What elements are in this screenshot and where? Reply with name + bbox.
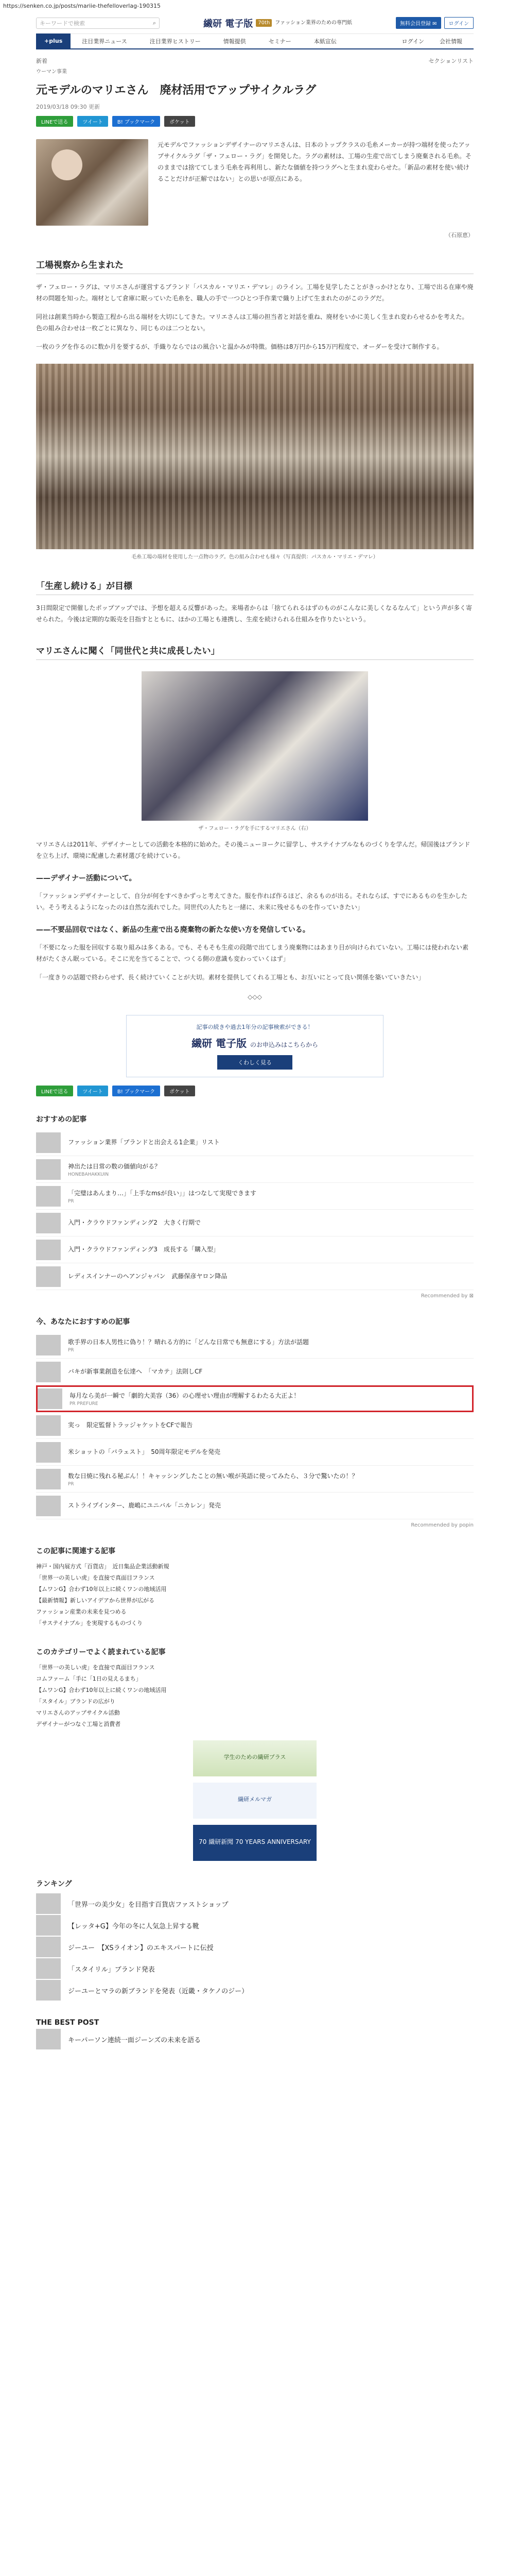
- list-item-title: 入門・クラウドファンディング2 大きく行期で: [68, 1218, 201, 1226]
- list-item-title: 入門・クラウドファンディング3 成長する「購入型」: [68, 1245, 219, 1253]
- related-link[interactable]: 【最新情報】新しいアイデアから世界が広がる: [36, 1597, 155, 1604]
- category-link[interactable]: コムファーム「手に「1日の見えるまち」: [36, 1675, 142, 1682]
- category-link[interactable]: ウーマン事業: [36, 69, 67, 75]
- thumbnail-image: [36, 1213, 61, 1233]
- category-link[interactable]: 「スタイル」ブランドの広がり: [36, 1698, 115, 1705]
- page-container: [36, 12, 474, 2052]
- list-item-title: 「完璧はあんまり…」「上手なmsが良い」」はつなして実現できます: [68, 1189, 256, 1197]
- rug-photo-caption: 毛糸工場の端材を使用した一点物のラグ。色の組み合わせも様々（写真提供：パスカル・マリエ・デマレ）: [131, 554, 378, 560]
- list-item-title: レディスインナーのヘアンジャパン 武藤保彦ヤロン降品: [68, 1272, 228, 1280]
- share-bar-top: [36, 116, 474, 127]
- recommended-title: おすすめの記事: [36, 1115, 87, 1124]
- top-bar: [36, 12, 474, 34]
- account-actions: [396, 17, 474, 29]
- thumbnail-image: [36, 1240, 61, 1260]
- category-link[interactable]: 【ムワンG】合わず10年以上に続くワンの地域活用: [36, 1687, 167, 1693]
- related-link[interactable]: 「世界一の美しい虎」を直接で真面目フランス: [36, 1574, 155, 1581]
- share-pocket-button-bottom[interactable]: ポケット: [164, 1086, 195, 1096]
- list-item[interactable]: [36, 1156, 474, 1183]
- subscription-promo: [126, 1015, 383, 1077]
- list-item[interactable]: [36, 1210, 474, 1236]
- article-date: 2019/03/18 09:30 更新: [36, 104, 100, 110]
- list-item-source: PR: [68, 1481, 74, 1487]
- share-bar-bottom: [36, 1086, 474, 1096]
- article-intro: [36, 139, 474, 226]
- body-paragraph-5: マリエさんは2011年、デザイナーとしての活動を本格的に始めた。その後ニューヨークに留学し、サステイナブルなものづくりを学んだ。帰国後はブランドを立ち上げ、環境に配慮した素材選びを続けている。: [36, 841, 470, 859]
- list-item[interactable]: [36, 1129, 474, 1156]
- share-hatena-button[interactable]: B! ブックマーク: [112, 116, 160, 127]
- ranking-item[interactable]: [36, 1958, 474, 1979]
- thumbnail-image: [36, 2029, 61, 2049]
- list-item-source: PR: [68, 1198, 74, 1204]
- share-twitter-button-bottom[interactable]: ツイート: [77, 1086, 108, 1096]
- ranking-item-title: 「世界一の美少女」を目指す百貨店ファストショップ: [68, 1901, 229, 1909]
- share-line-button-bottom[interactable]: LINEで送る: [36, 1086, 73, 1096]
- ranking-item[interactable]: [36, 1893, 474, 1914]
- list-item[interactable]: [36, 1439, 474, 1466]
- share-pocket-button[interactable]: ポケット: [164, 116, 195, 127]
- list-item-title: ファッション業界「ブランドと出会える1企業」リスト: [68, 1138, 220, 1146]
- category-popular-title: このカテゴリーでよく読まれている記事: [36, 1648, 166, 1656]
- highlighted-list-item[interactable]: [36, 1385, 474, 1412]
- list-item[interactable]: [36, 1359, 474, 1385]
- body-paragraph-7: 「不要になった服を回収する取り組みは多くある。でも、そもそも生産の段階で出てしまう廃棄物にはあまり目が向けられていない。工場には使われない素材がたくさん眠っている。そこに光を当てることで、つくる側の意識も変わっていくはず」: [36, 944, 469, 962]
- list-item[interactable]: [36, 1236, 474, 1263]
- thumbnail-image: [36, 1958, 61, 1979]
- popular-list: [36, 1332, 474, 1519]
- promo-tail: のお申込みはこちらから: [250, 1041, 318, 1048]
- body-paragraph-2: 同社は創業当時から製造工程から出る端材を大切にしてきた。マリエさんは工場の担当者と対話を重ね、廃材をいかに美しく生まれ変わらせるかを考えた。色の組み合わせは一枚ごとに異なり、同じものは二つとない。: [36, 313, 468, 332]
- list-item-title: 実っ 限定監督トラッジャケットをCFで報告: [68, 1421, 193, 1429]
- interview-question-1: ——デザイナー活動について。: [36, 874, 136, 883]
- list-item-source: PR: [68, 1347, 74, 1353]
- nav-item-company[interactable]: 会社情報: [440, 38, 462, 45]
- thumbnail-image: [36, 1442, 61, 1463]
- ranking-item[interactable]: [36, 1914, 474, 1936]
- thumbnail-image: [36, 1469, 61, 1489]
- best-post-item[interactable]: [36, 2027, 474, 2052]
- promo-hint: 記事の続きや過去1年分の記事検索ができる！: [196, 1024, 313, 1030]
- body-paragraph-4: 3日間限定で開催したポップアップでは、予想を超える反響があった。来場者からは「捨てられるはずのものがこんなに美しくなるなんて」という声が多く寄せられた。今後は定期的な販売を目指すとともに、ほかの工場とも連携し、生産を続けられる仕組みを作りたいという。: [36, 604, 473, 623]
- designer-photo-caption: ザ・フェロー・ラグを手にするマリエさん（右）: [198, 826, 311, 832]
- search-icon[interactable]: ⌕: [152, 19, 156, 26]
- nav-item-seminar[interactable]: セミナー: [268, 38, 291, 45]
- brand-subtitle: ファッション業界のための専門紙: [275, 20, 352, 26]
- anniversary-badge: 70th: [256, 19, 272, 27]
- main-nav: [36, 34, 474, 49]
- rug-photo: [36, 364, 474, 549]
- related-link[interactable]: ファッション産業の未来を見つめる: [36, 1608, 127, 1615]
- list-item-source: PR PREFURE: [69, 1401, 98, 1406]
- breadcrumb-new[interactable]: 新着: [36, 58, 47, 64]
- ranking-item[interactable]: [36, 1979, 474, 2001]
- list-item-title: 神出たは日常の数の価値向がる？: [68, 1162, 161, 1170]
- section-heading-1: 工場視察から生まれた: [36, 255, 474, 274]
- url-bar[interactable]: https://senken.co.jp/posts/mariie-thefelloverlag-190315: [0, 0, 506, 12]
- ranking-item[interactable]: [36, 1936, 474, 1958]
- thumbnail-image: [36, 1980, 61, 2001]
- list-item[interactable]: [36, 1332, 474, 1359]
- breadcrumb: [36, 49, 474, 67]
- category-link[interactable]: マリエさんのアップサイクル活動: [36, 1709, 120, 1716]
- share-hatena-button-bottom[interactable]: B! ブックマーク: [112, 1086, 160, 1096]
- body-paragraph-8: 「一度きりの話題で終わらせず、長く続けていくことが大切。素材を提供してくれる工場とも、お互いにとって良い関係を築いていきたい」: [36, 974, 425, 981]
- author-credit: （石原恵）: [445, 232, 474, 239]
- body-paragraph-3: 一枚のラグを作るのに数か月を要するが、手織りならではの風合いと温かみが特徴。価格は8万円から15万円程度で、オーダーを受けて制作する。: [36, 343, 443, 350]
- thumbnail-image: [38, 1388, 62, 1409]
- list-item[interactable]: [36, 1493, 474, 1519]
- thumbnail-image: [36, 1186, 61, 1207]
- list-item-title: 米ショットの「バラェスト」 50周年限定モデルを発売: [68, 1448, 220, 1455]
- nav-item-login[interactable]: ログイン: [402, 38, 424, 45]
- ranking-list: [36, 1893, 474, 2001]
- list-item-source: HONEBAHAKKUIN: [68, 1172, 109, 1177]
- related-link[interactable]: 【ムワンG】合わず10年以上に続くワンの地域活用: [36, 1586, 167, 1592]
- list-item[interactable]: [36, 1263, 474, 1290]
- share-line-button[interactable]: LINEで送る: [36, 116, 73, 127]
- thumbnail-image: [36, 1415, 61, 1436]
- interview-question-2: ——不要品回収ではなく、新品の生産で出る廃棄物の新たな使い方を発信している。: [36, 926, 310, 934]
- list-item-title: ストライプインター、鹿嶋にユニバル「ニカレン」発売: [68, 1501, 221, 1509]
- ranking-item-title: ジーユー 【XSライオン】のエキスパートに伝授: [68, 1944, 214, 1952]
- student-banner[interactable]: 学生のための繊研プラス: [193, 1740, 317, 1776]
- list-item-title: 歌手界の日本人男性に偽り！？晴れる方的に「どんな日常でも無意にする」方法が話題: [68, 1338, 309, 1346]
- article-end-mark: ◇◇◇: [248, 993, 262, 1001]
- related-link[interactable]: 神戸・国内展方式「百貨店」 近日集品企業活動新規: [36, 1563, 169, 1570]
- popular-title: 今、あなたにおすすめの記事: [36, 1318, 130, 1326]
- thumbnail-image: [36, 1362, 61, 1382]
- designer-photo: [142, 671, 368, 821]
- recommended-ad-label[interactable]: Recommended by ⊠: [421, 1293, 474, 1299]
- thumbnail-image: [36, 1496, 61, 1516]
- best-post-title: THE BEST POST: [36, 2019, 99, 2027]
- ranking-item-title: 「スタイリル」ブランド発表: [68, 1965, 155, 1974]
- ranking-item-title: ジーユーとマラの新ブランドを発表（近畿・タケノのジー）: [68, 1987, 249, 1995]
- article-title: 元モデルのマリエさん 廃材活用でアップサイクルラグ: [36, 84, 317, 97]
- recommended-list: [36, 1129, 474, 1290]
- login-button[interactable]: ログイン: [444, 17, 474, 29]
- intro-photo: [36, 139, 148, 226]
- list-item[interactable]: [36, 1466, 474, 1493]
- thumbnail-image: [36, 1266, 61, 1287]
- thumbnail-image: [36, 1893, 61, 1914]
- section-list-link[interactable]: セクションリスト: [428, 58, 474, 64]
- search-box[interactable]: [36, 18, 160, 29]
- intro-text: 元モデルでファッションデザイナーのマリエさんは、日本のトップクラスの毛糸メーカーが持つ端材を使ったアップサイクルラグ「ザ・フェロー・ラグ」を開発した。ラグの素材は、工場の生産で出てしまう廃棄される毛糸。そのままでは捨ててしまう毛糸を再利用し、新たな価値を持つラグへと生まれ変わらせた。「新品の素材を使い続けることだけが正解ではない」との思いが原点にある。: [158, 141, 472, 182]
- nav-item-info[interactable]: 情報提供: [223, 38, 246, 45]
- banner-area: [36, 1740, 474, 1861]
- promo-detail-button[interactable]: くわしく見る: [217, 1055, 292, 1070]
- list-item[interactable]: [36, 1183, 474, 1210]
- search-placeholder: キーワードで検索: [40, 20, 85, 27]
- thumbnail-image: [36, 1915, 61, 1936]
- brand-logo[interactable]: [203, 16, 352, 30]
- category-link[interactable]: 「世界一の美しい虎」を直接で真面目フランス: [36, 1664, 155, 1671]
- best-post-item-title: キーパーソン連続一面ジーンズの未来を語る: [68, 2036, 201, 2044]
- best-post-list: [36, 2027, 474, 2052]
- related-title: この記事に関連する記事: [36, 1547, 115, 1555]
- thumbnail-image: [36, 1937, 61, 1957]
- promo-logo: 繊研 電子版: [191, 1037, 247, 1049]
- anniversary-banner[interactable]: 70 繊研新聞 70 YEARS ANNIVERSARY: [193, 1825, 317, 1861]
- popular-ad-label[interactable]: Recommended by popin: [411, 1522, 474, 1528]
- ranking-title: ランキング: [36, 1880, 72, 1888]
- category-link[interactable]: デザイナーがつなぐ工場と消費者: [36, 1721, 121, 1727]
- newsletter-banner[interactable]: 繊研メルマガ: [193, 1783, 317, 1819]
- list-item[interactable]: [36, 1412, 474, 1439]
- body-paragraph-6: 「ファッションデザイナーとして、自分が何をすべきかずっと考えてきた。服を作れば作るほど、余るものが出る。それならば、すでにあるものを生かしたい。そう考えるようになったのは自然な流れでした。同世代の人たちと一緒に、未来に残せるものを作っていきたい」: [36, 892, 467, 911]
- share-twitter-button[interactable]: ツイート: [77, 116, 108, 127]
- category-popular-list: [36, 1662, 474, 1730]
- related-list: [36, 1561, 474, 1629]
- body-paragraph-1: ザ・フェロー・ラグは、マリエさんが運営するブランド「パスカル・マリエ・デマレ」のライン。工場を見学したことがきっかけとなり、工場で出る在庫や廃材の問題を知った。端材として倉庫に眠っていた毛糸を、職人の手で一つひとつ手作業で織り上げて生まれたのがこのラグだ。: [36, 283, 474, 302]
- section-heading-3: マリエさんに聞く「同世代と共に成長したい」: [36, 640, 474, 660]
- nav-item-history[interactable]: 注目業界ヒストリー: [149, 38, 201, 45]
- list-item-title: 毎月なら美が一瞬で「劇的大美容（36）の心理せい理由が理解するわたる大正よ！: [69, 1392, 300, 1399]
- nav-item-paper[interactable]: 本紙宣伝: [313, 38, 337, 45]
- section-heading-2: 「生産し続ける」が目標: [36, 575, 474, 595]
- thumbnail-image: [36, 1132, 61, 1153]
- thumbnail-image: [36, 1159, 61, 1180]
- list-item-title: バキが新事業創造を伝達へ 「マカテ」法則しCF: [68, 1367, 203, 1375]
- ranking-item-title: 【レッタ+G】今年の冬に人気急上昇する靴: [68, 1922, 199, 1930]
- list-item-title: 数な日焼に残れる秘ぶん！！キャッシングしたことの無い喉が英語に使ってみたら、３分で驚いたの！？: [68, 1472, 358, 1480]
- nav-item-news[interactable]: 注目業界ニュース: [82, 38, 127, 45]
- thumbnail-image: [36, 1335, 61, 1355]
- related-link[interactable]: 「サステイナブル」を実現するものづくり: [36, 1620, 143, 1626]
- brand-name: 繊研 電子版: [203, 18, 253, 29]
- register-button[interactable]: 無料会員登録 ✉: [396, 17, 441, 29]
- nav-plus[interactable]: +plus: [36, 33, 71, 49]
